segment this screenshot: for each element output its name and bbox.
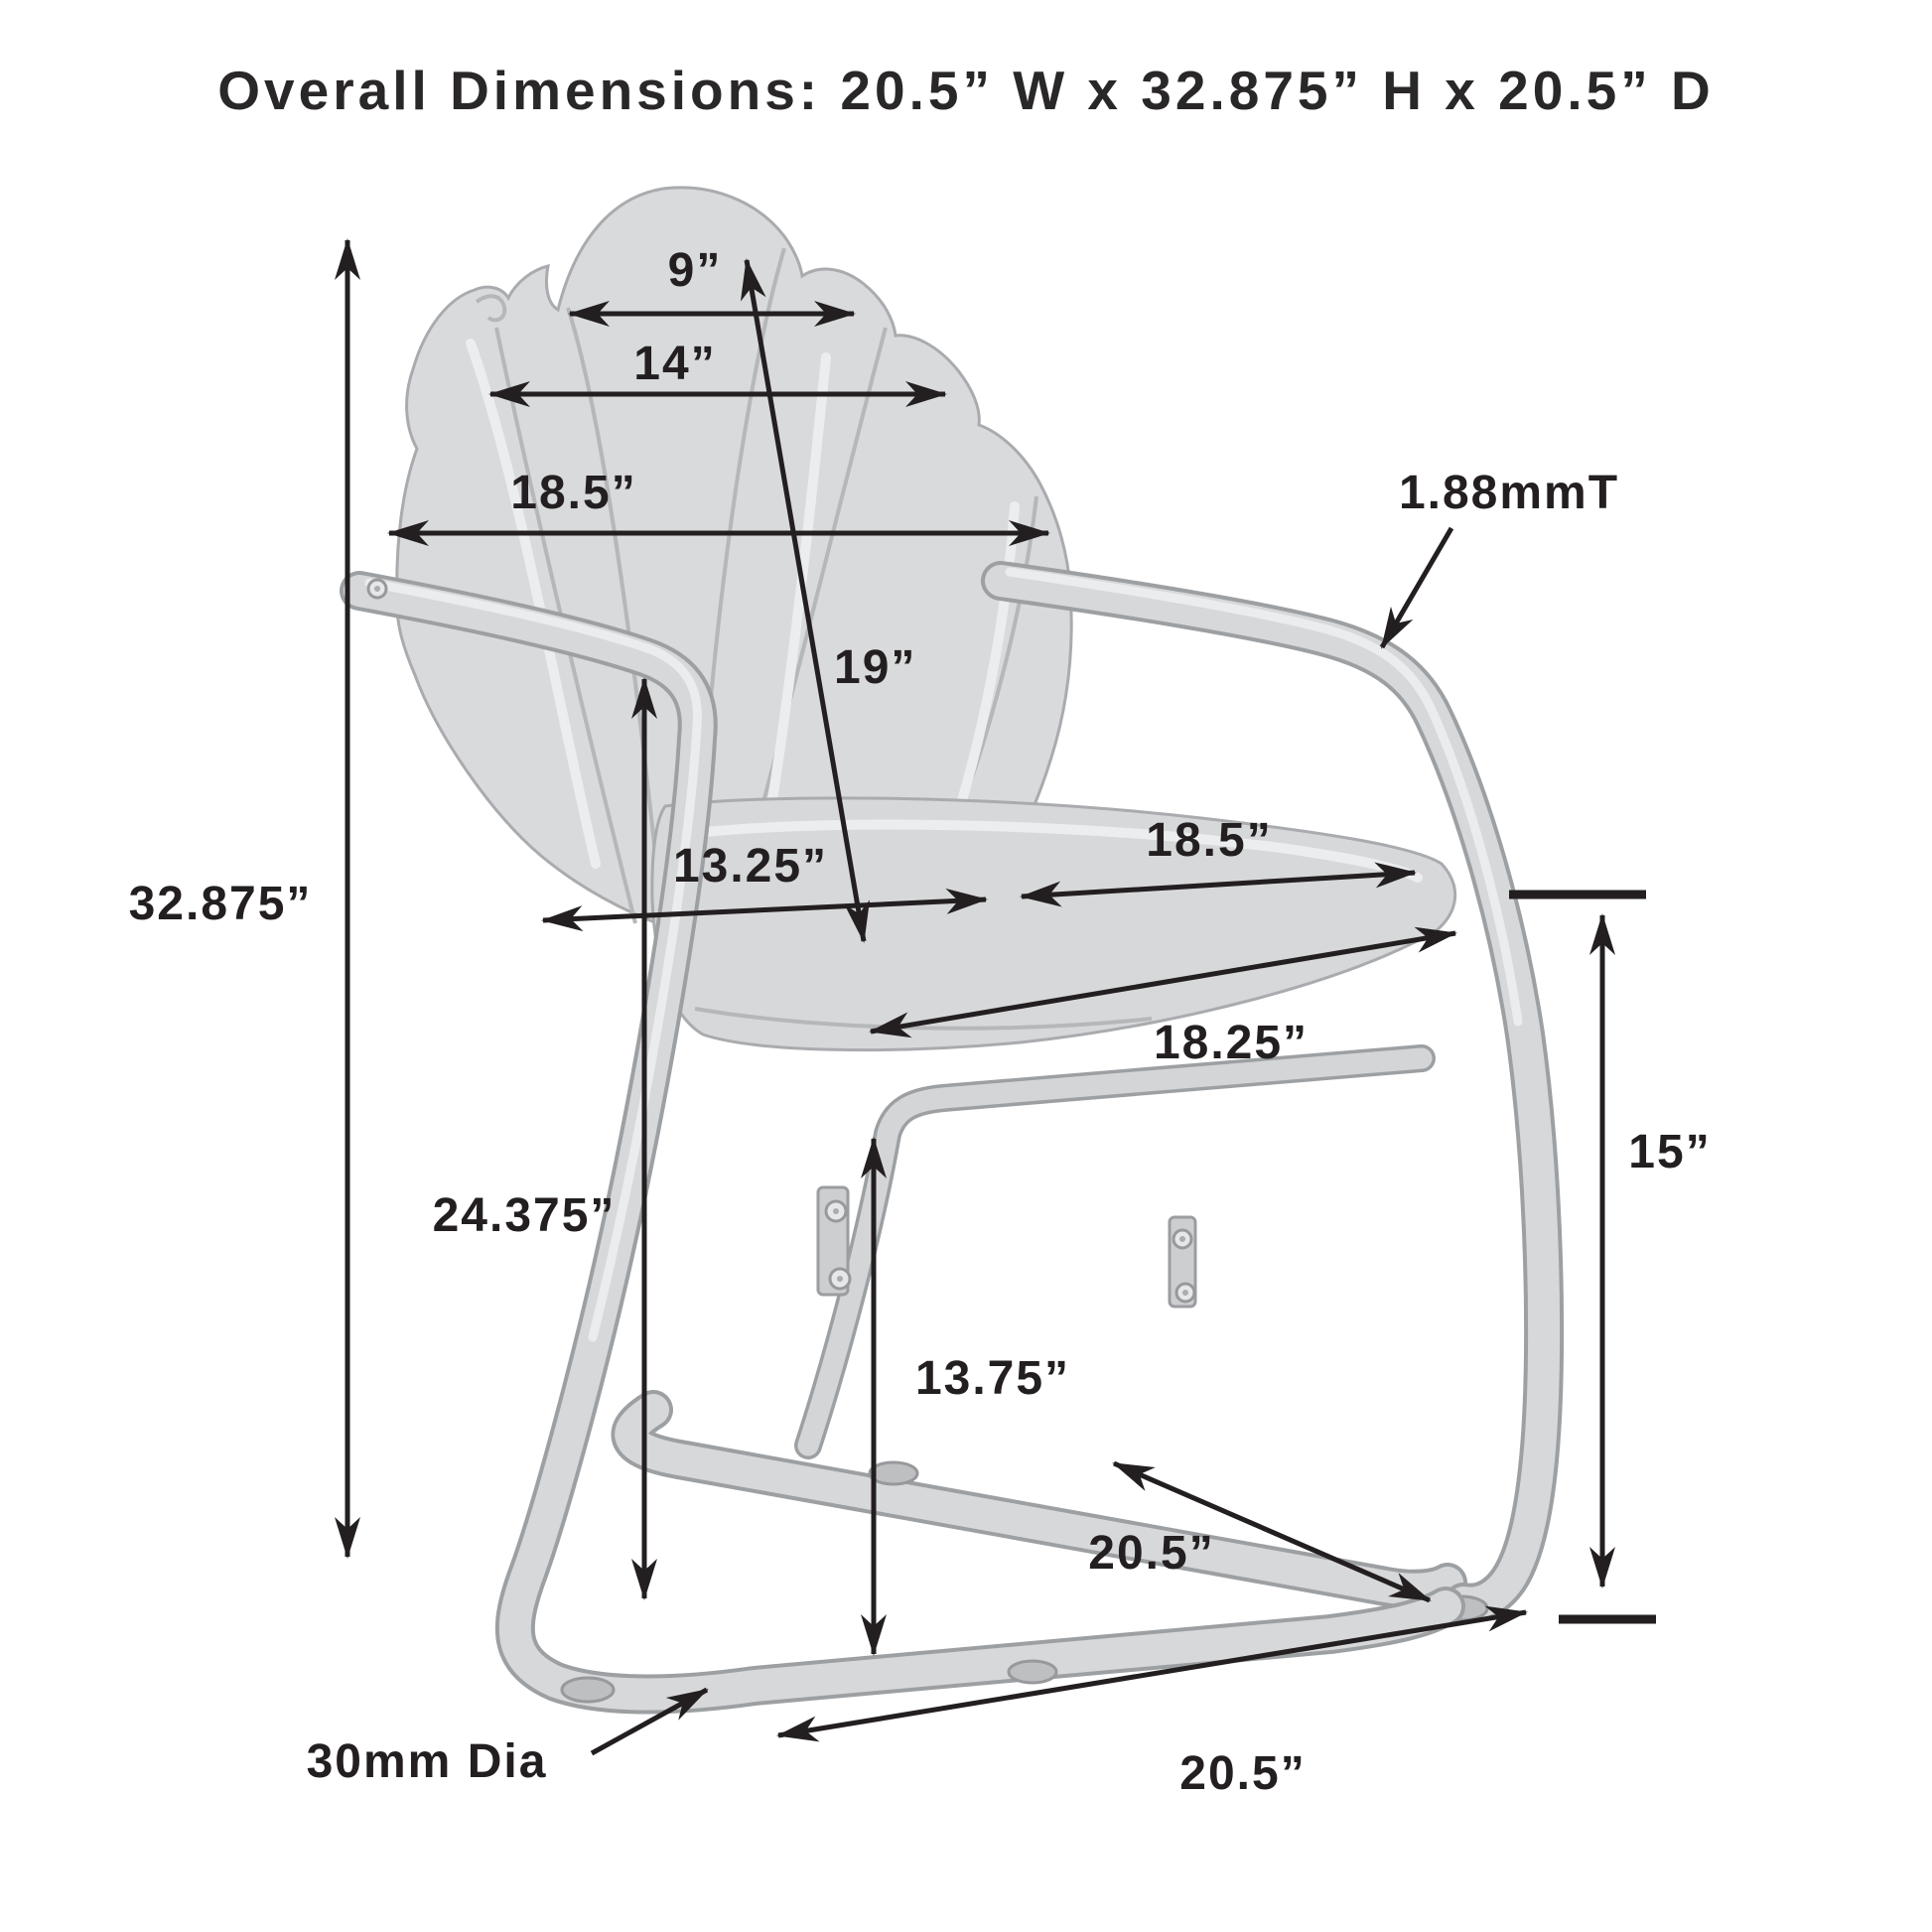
dim-label: 20.5” [1179,1747,1307,1800]
far-rail-foot-glide [870,1462,917,1484]
far-floor-rail [630,1410,1448,1589]
seat-pan [652,798,1455,1050]
dim-seat-floor-height [874,1139,1070,1654]
dim-label: 14” [633,338,717,390]
dim-label: 9” [667,244,723,297]
seat-frame-body [808,1058,1422,1446]
chair-drawing [359,188,1544,1702]
bolt-dot [833,1208,839,1214]
dim-label: 18.25” [1153,1017,1310,1069]
dim-label: 18.5” [1146,814,1273,867]
dim-label: 30mm Dia [306,1735,548,1788]
dim-label: 13.25” [672,840,829,893]
dim-label: 20.5” [1088,1527,1215,1580]
seat-outline [652,798,1455,1050]
far-floor-rail-body [630,1410,1448,1589]
dim-label: 24.375” [432,1189,617,1242]
front-left-foot-glide [562,1678,614,1702]
dim-label: 32.875” [128,878,313,930]
bolt-dot [1179,1236,1185,1242]
seat-frame [808,1058,1422,1446]
near-rail-foot-glide [1009,1661,1056,1683]
dim-label: 15” [1628,1126,1712,1178]
callout-arrow [1382,528,1451,647]
armrest-end-bolt-dot [374,586,380,592]
dim-overall-height [129,240,347,1557]
dim-label: 19” [834,641,917,694]
bolt-dot [837,1276,843,1282]
dim-label: 13.75” [914,1352,1071,1405]
bolt-dot [1182,1290,1188,1296]
dim-label: 18.5” [510,467,637,519]
page-title: Overall Dimensions: 20.5” W x 32.875” H x 20.5” D [217,60,1715,121]
dim-label: 1.88mmT [1398,467,1620,519]
dim-frame-tube-thickness [1382,467,1619,647]
